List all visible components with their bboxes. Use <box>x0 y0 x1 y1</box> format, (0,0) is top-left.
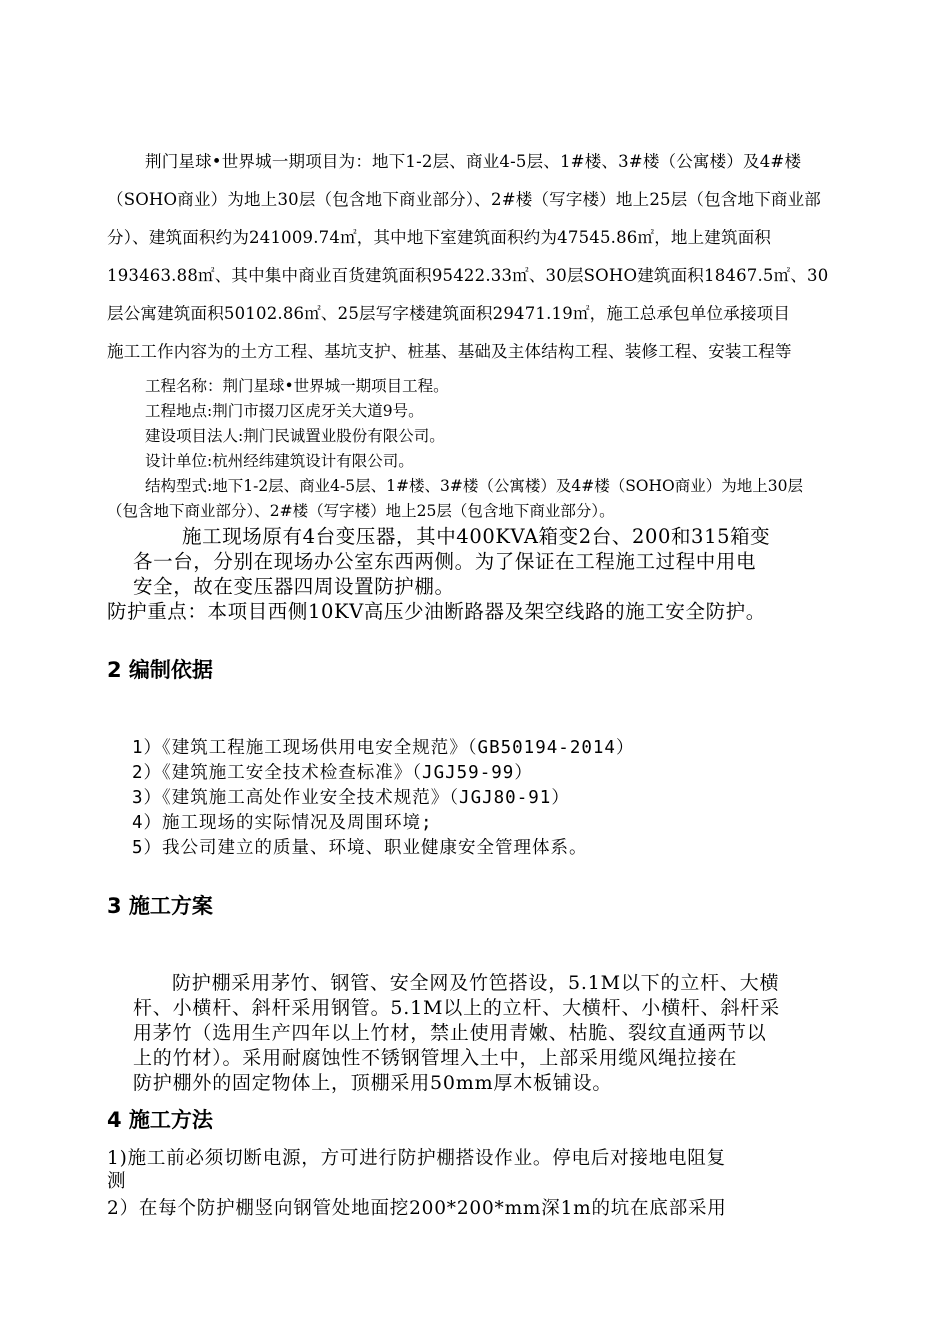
method-line: 测 <box>107 1171 127 1192</box>
reference-item: 1）《建筑工程施工现场供用电安全规范》（GB50194-2014） <box>132 738 635 758</box>
reference-item: 4）施工现场的实际情况及周围环境; <box>132 813 433 833</box>
scheme-line: 防护棚外的固定物体上，顶棚采用50mm厚木板铺设。 <box>133 1072 613 1094</box>
reference-item: 2）《建筑施工安全技术检查标准》（JGJ59-99） <box>132 763 533 783</box>
section-heading-4: 4 施工方法 <box>107 1108 213 1132</box>
scheme-line: 上的竹材）。采用耐腐蚀性不锈钢管埋入土中，上部采用缆风绳拉接在 <box>133 1047 738 1069</box>
intro-line: 层公寓建筑面积50102.86㎡、25层写字楼建筑面积29471.19㎡，施工总承包单位承接项目 <box>107 304 791 323</box>
structure-type-cont: （包含地下商业部分）、2#楼（写字楼）地上25层（包含地下商业部分）。 <box>107 502 615 520</box>
section-heading-2: 2 编制依据 <box>107 658 213 682</box>
structure-type: 结构型式:地下1-2层、商业4-5层、1#楼、3#楼（公寓楼）及4#楼（SOHO商业）为地上30层 <box>145 477 803 495</box>
project-owner: 建设项目法人:荆门民诚置业股份有限公司。 <box>145 427 445 445</box>
project-name: 工程名称：荆门星球•世界城一期项目工程。 <box>145 377 449 395</box>
method-line: 1)施工前必须切断电源，方可进行防护棚搭设作业。停电后对接地电阻复 <box>107 1148 726 1169</box>
intro-line: （SOHO商业）为地上30层（包含地下商业部分）、2#楼（写字楼）地上25层（包含地下商业部 <box>107 190 822 209</box>
intro-line: 分）、建筑面积约为241009.74㎡，其中地下室建筑面积约为47545.86㎡，地上建筑面积 <box>107 228 772 247</box>
project-location: 工程地点:荆门市掇刀区虎牙关大道9号。 <box>145 402 424 420</box>
reference-item: 5）我公司建立的质量、环境、职业健康安全管理体系。 <box>132 838 588 858</box>
protection-focus: 防护重点：本项目西侧10KV高压少油断路器及架空线路的施工安全防护。 <box>107 600 766 623</box>
method-line: 2）在每个防护棚竖向钢管处地面挖200*200*mm深1m的坑在底部采用 <box>107 1198 727 1219</box>
intro-line: 荆门星球•世界城一期项目为：地下1-2层、商业4-5层、1#楼、3#楼（公寓楼）及4#楼 <box>145 152 802 171</box>
intro-line: 193463.88㎡、其中集中商业百货建筑面积95422.33㎡、30层SOHO建筑面积18467.5㎡、30 <box>107 266 829 285</box>
reference-item: 3）《建筑施工高处作业安全技术规范》（JGJ80-91） <box>132 788 570 808</box>
transformer-line: 各一台，分别在现场办公室东西两侧。为了保证在工程施工过程中用电 <box>133 550 757 573</box>
scheme-line: 防护棚采用茅竹、钢管、安全网及竹笆搭设，5.1M以下的立杆、大横 <box>172 972 780 994</box>
transformer-line: 安全，故在变压器四周设置防护棚。 <box>133 575 455 598</box>
scheme-line: 杆、小横杆、斜杆采用钢管。5.1M以上的立杆、大横杆、小横杆、斜杆采 <box>133 997 780 1019</box>
scheme-line: 用茅竹（选用生产四年以上竹材，禁止使用青嫩、枯脆、裂纹直通两节以 <box>133 1022 767 1044</box>
transformer-line: 施工现场原有4台变压器，其中400KVA箱变2台、200和315箱变 <box>182 525 771 548</box>
design-unit: 设计单位:杭州经纬建筑设计有限公司。 <box>145 452 414 470</box>
intro-line: 施工工作内容为的土方工程、基坑支护、桩基、基础及主体结构工程、装修工程、安装工程等 <box>107 342 792 361</box>
section-heading-3: 3 施工方案 <box>107 894 213 918</box>
